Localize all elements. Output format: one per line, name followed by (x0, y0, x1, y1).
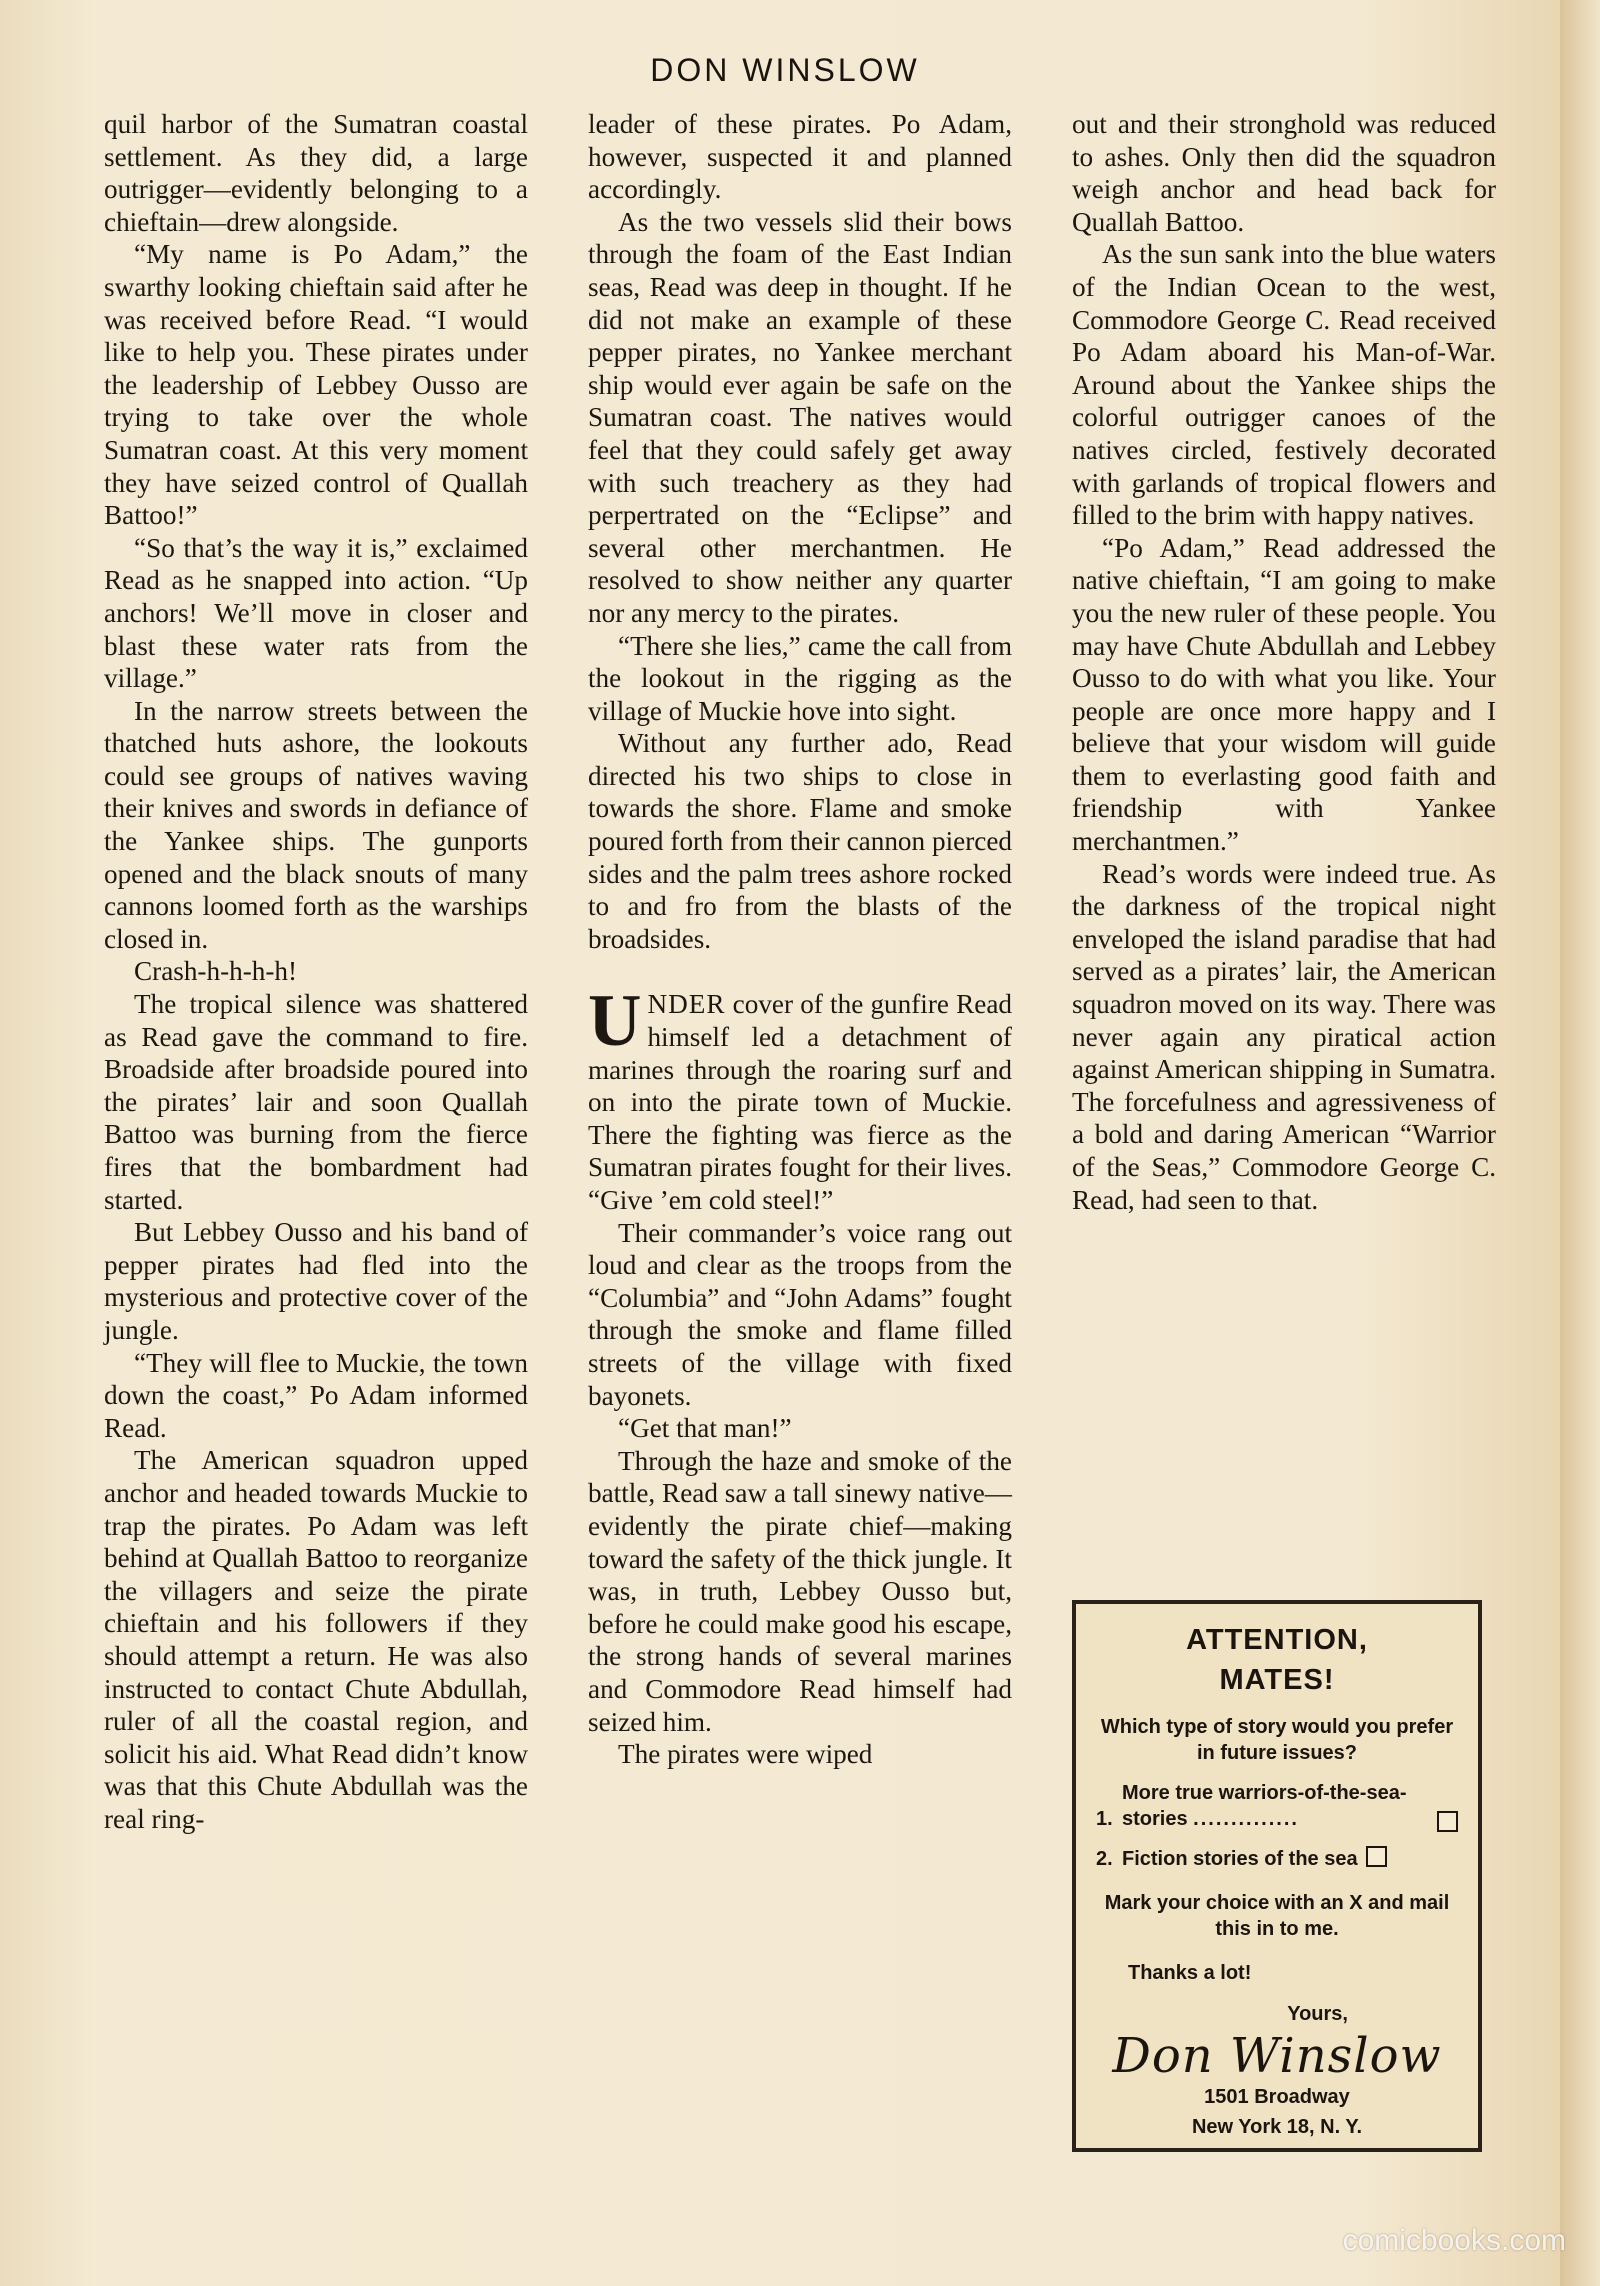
paragraph: Through the haze and smoke of the battle, Read saw a tall sinewy native—evidently the pirate chief—making toward the safety of the thick jungle. It was, in truth, Lebbey Ousso but, before he could make good his escape, the strong hands of several marines and Commodore Read himself had seized him. (588, 1445, 1012, 1737)
option-number: 1. (1096, 1808, 1113, 1830)
paragraph: “There she lies,” came the call from the lookout in the rigging as the village of Muckie hove into sight. (588, 630, 1012, 726)
page-edge (1560, 0, 1600, 2286)
option-checkbox[interactable] (1437, 1811, 1458, 1832)
paragraph: The American squadron upped anchor and headed towards Muckie to trap the pirates. Po Adam was left behind at Quallah Battoo to reorganize the villagers and seize the pirate chieftain and his followers if they should attempt a return. He was also instructed to contact Chute Abdullah, ruler of all the coastal region, and solicit his aid. What Read didn’t know was that this Chute Abdullah was the real ring- (104, 1445, 528, 1834)
lead-in: NDER (647, 989, 726, 1020)
paragraph: In the narrow streets between the thatched huts ashore, the lookouts could see groups of natives waving their knives and swords in defiance of the Yankee ships. The gunports opened and the black snouts of many cannons loomed forth as the warships closed in. (104, 695, 528, 954)
running-head: DON WINSLOW (650, 52, 920, 88)
option-label (1122, 1846, 1458, 1872)
option-label (1122, 1780, 1429, 1832)
coupon-thanks: Thanks a lot! (1128, 1962, 1252, 1984)
signature: Don Winslow (1112, 2028, 1442, 2084)
paragraph: Read’s words were indeed true. As the darkness of the tropical night enveloped the island paradise that had served as a pirates’ lair, the American squadron moved on its way. There was never again any piratical action against American shipping in Sumatra. The forcefulness and agressiveness of a bold and daring American “Warrior of the Seas,” Commodore George C. Read, had seen to that. (1072, 858, 1496, 1215)
paragraph: The pirates were wiped (618, 1739, 873, 1770)
paragraph: “My name is Po Adam,” the swarthy looking chieftain said after he was received before Read. “I would like to help you. These pirates under the leadership of Lebbey Ousso are trying to take over the whole Sumatran coast. At this very moment they have seized control of Quallah Battoo!” (104, 239, 528, 531)
poll-option-2[interactable] (1096, 1846, 1458, 1872)
option-text: Fiction stories of the sea (1122, 1848, 1358, 1870)
option-text: More true warriors-of-the-sea-stories (1122, 1782, 1407, 1830)
address-line: New York 18, N. Y. (1191, 2116, 1363, 2138)
coupon-instructions: Mark your choice with an X and mail this in to me. (1104, 1892, 1450, 1940)
coupon-title-line: MATES! (1219, 1664, 1335, 1696)
coupon-title (1096, 1620, 1458, 1700)
story-column-1 (104, 108, 528, 1835)
paragraph: “Po Adam,” Read addressed the native chieftain, “I am going to make you the new ruler of these people. You may have Chute Abdullah and Lebbey Ousso to do with what you like. Your people are once more happy and I believe that your wisdom will guide them to everlasting good faith and friendship with Yankee merchantmen.” (1072, 532, 1496, 857)
section-text: cover of the gunfire Read himself led a detachment of marines through the roaring surf and on into the pirate town of Muckie. There the fighting was fierce as the Sumatran pirates fought for their lives. “Give ’em cold steel!” (588, 989, 1012, 1215)
reader-poll-coupon (1072, 1600, 1482, 2152)
mailing-address (1096, 2082, 1458, 2142)
option-checkbox[interactable] (1366, 1846, 1387, 1867)
option-number: 2. (1096, 1848, 1113, 1870)
leader-dots: .............. (1193, 1808, 1299, 1830)
paragraph: As the two vessels slid their bows through the foam of the East Indian seas, Read was deep in thought. If he did not make an example of these pepper pirates, no Yankee merchant ship would ever again be safe on the Sumatran coast. The natives would feel that they could safely get away with such treachery as they had perpertrated on the “Eclipse” and several other merchantmen. He resolved to show neither any quarter nor any mercy to the pirates. (588, 206, 1012, 628)
paragraph: But Lebbey Ousso and his band of pepper pirates had fled into the mysterious and protective cover of the jungle. (104, 1217, 528, 1345)
coupon-title-line: ATTENTION, (1186, 1624, 1368, 1656)
paragraph: quil harbor of the Sumatran coastal settlement. As they did, a large outrigger—evidently belonging to a chieftain—drew alongside. (104, 109, 528, 237)
paragraph: leader of these pirates. Po Adam, however, suspected it and planned accordingly. (588, 109, 1012, 205)
paragraph: The tropical silence was shattered as Read gave the command to fire. Broadside after broadside poured into the pirates’ lair and soon Quallah Battoo was burning from the fierce fires that the bombardment had started. (104, 989, 528, 1215)
paragraph: As the sun sank into the blue waters of the Indian Ocean to the west, Commodore George C. Read received Po Adam aboard his Man-of-War. Around about the Yankee ships the colorful outrigger canoes of the natives circled, festively decorated with garlands of tropical flowers and filled to the brim with happy natives. (1072, 239, 1496, 531)
story-column-2 (588, 108, 1012, 1771)
paragraph: Their commander’s voice rang out loud and clear as the troops from the “Columbia” and “John Adams” fought through the smoke and flame filled streets of the village with fixed bayonets. (588, 1217, 1012, 1411)
paragraph: Crash-h-h-h-h! (134, 956, 298, 987)
paragraph: out and their stronghold was reduced to ashes. Only then did the squadron weigh anchor and head back for Quallah Battoo. (1072, 109, 1496, 237)
section-opening-paragraph (588, 980, 1012, 1216)
paragraph: “They will flee to Muckie, the town down the coast,” Po Adam informed Read. (104, 1347, 528, 1443)
poll-option-1[interactable] (1096, 1780, 1458, 1832)
story-column-3 (1072, 108, 1496, 1216)
paragraph: “So that’s the way it is,” exclaimed Read as he snapped into action. “Up anchors! We’ll move in closer and blast these water rats from the village.” (104, 532, 528, 694)
paragraph: Without any further ado, Read directed his two ships to close in towards the shore. Flame and smoke poured forth from their cannon pierced sides and the palm trees ashore rocked to and fro from the blasts of the broadsides. (588, 728, 1012, 954)
coupon-closing: Yours, (1287, 2003, 1348, 2025)
site-watermark: comicbooks.com (1342, 2224, 1566, 2257)
coupon-question: Which type of story would you prefer in future issues? (1100, 1716, 1454, 1764)
drop-cap: U (588, 980, 642, 1063)
paragraph: “Get that man!” (618, 1413, 792, 1444)
address-line: 1501 Broadway (1204, 2086, 1350, 2108)
